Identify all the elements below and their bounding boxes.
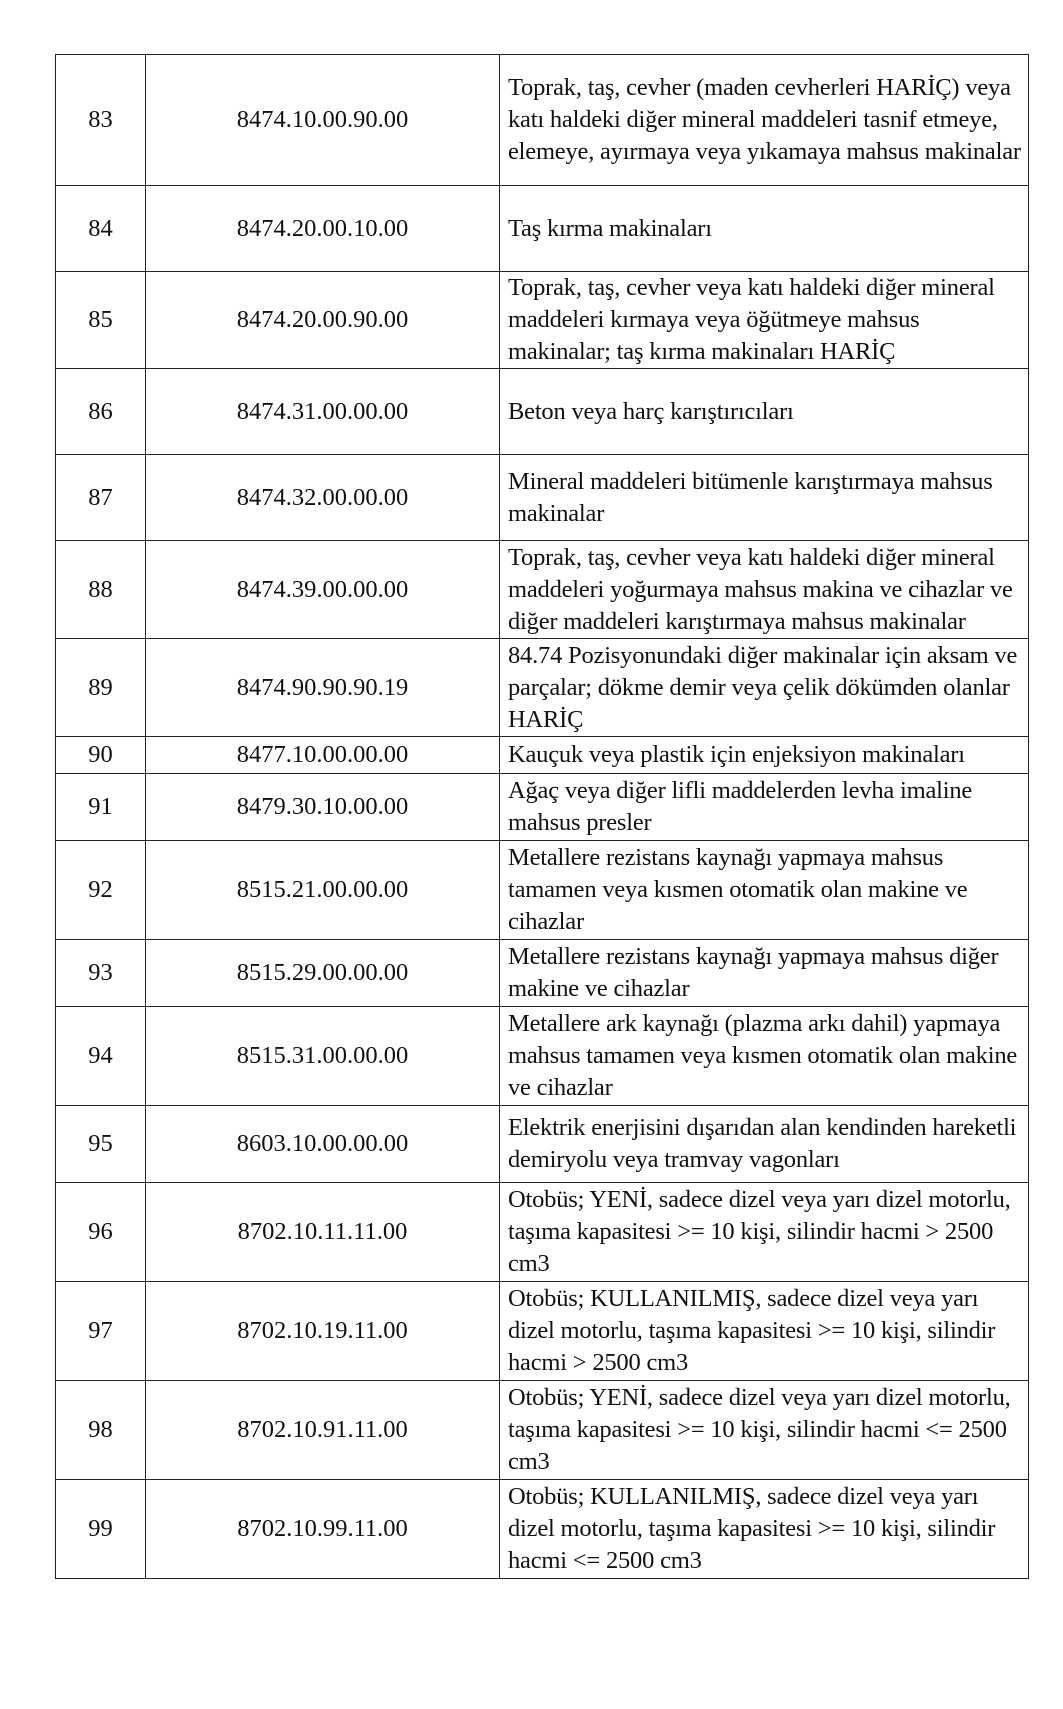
item-description: Kauçuk veya plastik için enjeksiyon makinaları — [500, 737, 1029, 774]
table-row — [56, 639, 1029, 737]
item-description: Metallere rezistans kaynağı yapmaya mahsus tamamen veya kısmen otomatik olan makine ve cihazlar — [500, 841, 1029, 940]
table-row — [56, 737, 1029, 774]
table-row — [56, 940, 1029, 1007]
tariff-code: 8474.32.00.00.00 — [146, 455, 500, 541]
item-description: Elektrik enerjisini dışarıdan alan kendinden hareketli demiryolu veya tramvay vagonları — [500, 1106, 1029, 1183]
item-description: Toprak, taş, cevher (maden cevherleri HARİÇ) veya katı haldeki diğer mineral maddeleri tasnif etmeye, elemeye, ayırmaya veya yıkamaya mahsus makinalar — [500, 55, 1029, 186]
row-number: 97 — [56, 1282, 146, 1381]
tariff-code: 8477.10.00.00.00 — [146, 737, 500, 774]
item-description: Otobüs; KULLANILMIŞ, sadece dizel veya yarı dizel motorlu, taşıma kapasitesi >= 10 kişi, silindir hacmi > 2500 cm3 — [500, 1282, 1029, 1381]
tariff-table-body — [56, 55, 1029, 1579]
tariff-code: 8474.10.00.90.00 — [146, 55, 500, 186]
table-row — [56, 774, 1029, 841]
table-row — [56, 369, 1029, 455]
row-number: 90 — [56, 737, 146, 774]
item-description: 84.74 Pozisyonundaki diğer makinalar için aksam ve parçalar; dökme demir veya çelik dökümden olanlar HARİÇ — [500, 639, 1029, 737]
row-number: 99 — [56, 1480, 146, 1579]
item-description: Mineral maddeleri bitümenle karıştırmaya mahsus makinalar — [500, 455, 1029, 541]
row-number: 98 — [56, 1381, 146, 1480]
row-number: 94 — [56, 1007, 146, 1106]
row-number: 91 — [56, 774, 146, 841]
item-description: Beton veya harç karıştırıcıları — [500, 369, 1029, 455]
tariff-code: 8474.31.00.00.00 — [146, 369, 500, 455]
table-row — [56, 272, 1029, 369]
row-number: 96 — [56, 1183, 146, 1282]
table-row — [56, 1480, 1029, 1579]
tariff-code: 8474.39.00.00.00 — [146, 541, 500, 639]
table-row — [56, 541, 1029, 639]
item-description: Toprak, taş, cevher veya katı haldeki diğer mineral maddeleri kırmaya veya öğütmeye mahsus makinalar; taş kırma makinaları HARİÇ — [500, 272, 1029, 369]
item-description: Taş kırma makinaları — [500, 186, 1029, 272]
item-description: Metallere ark kaynağı (plazma arkı dahil) yapmaya mahsus tamamen veya kısmen otomatik olan makine ve cihazlar — [500, 1007, 1029, 1106]
tariff-table — [55, 54, 1029, 1579]
item-description: Metallere rezistans kaynağı yapmaya mahsus diğer makine ve cihazlar — [500, 940, 1029, 1007]
item-description: Otobüs; KULLANILMIŞ, sadece dizel veya yarı dizel motorlu, taşıma kapasitesi >= 10 kişi, silindir hacmi <= 2500 cm3 — [500, 1480, 1029, 1579]
row-number: 95 — [56, 1106, 146, 1183]
item-description: Toprak, taş, cevher veya katı haldeki diğer mineral maddeleri yoğurmaya mahsus makina ve cihazlar ve diğer maddeleri karıştırmaya mahsus makinalar — [500, 541, 1029, 639]
table-row — [56, 1282, 1029, 1381]
item-description: Otobüs; YENİ, sadece dizel veya yarı dizel motorlu, taşıma kapasitesi >= 10 kişi, silindir hacmi > 2500 cm3 — [500, 1183, 1029, 1282]
table-row — [56, 1106, 1029, 1183]
row-number: 92 — [56, 841, 146, 940]
table-row — [56, 1183, 1029, 1282]
tariff-code: 8603.10.00.00.00 — [146, 1106, 500, 1183]
tariff-code: 8479.30.10.00.00 — [146, 774, 500, 841]
row-number: 84 — [56, 186, 146, 272]
tariff-code: 8474.20.00.10.00 — [146, 186, 500, 272]
table-row — [56, 55, 1029, 186]
tariff-code: 8702.10.11.11.00 — [146, 1183, 500, 1282]
table-row — [56, 841, 1029, 940]
row-number: 85 — [56, 272, 146, 369]
row-number: 83 — [56, 55, 146, 186]
row-number: 87 — [56, 455, 146, 541]
row-number: 89 — [56, 639, 146, 737]
tariff-code: 8515.31.00.00.00 — [146, 1007, 500, 1106]
table-row — [56, 455, 1029, 541]
tariff-code: 8474.90.90.90.19 — [146, 639, 500, 737]
table-row — [56, 1007, 1029, 1106]
row-number: 86 — [56, 369, 146, 455]
table-row — [56, 186, 1029, 272]
row-number: 93 — [56, 940, 146, 1007]
tariff-code: 8702.10.19.11.00 — [146, 1282, 500, 1381]
item-description: Otobüs; YENİ, sadece dizel veya yarı dizel motorlu, taşıma kapasitesi >= 10 kişi, silindir hacmi <= 2500 cm3 — [500, 1381, 1029, 1480]
row-number: 88 — [56, 541, 146, 639]
tariff-code: 8702.10.91.11.00 — [146, 1381, 500, 1480]
tariff-code: 8515.21.00.00.00 — [146, 841, 500, 940]
table-row — [56, 1381, 1029, 1480]
item-description: Ağaç veya diğer lifli maddelerden levha imaline mahsus presler — [500, 774, 1029, 841]
tariff-code: 8515.29.00.00.00 — [146, 940, 500, 1007]
tariff-code: 8474.20.00.90.00 — [146, 272, 500, 369]
tariff-code: 8702.10.99.11.00 — [146, 1480, 500, 1579]
